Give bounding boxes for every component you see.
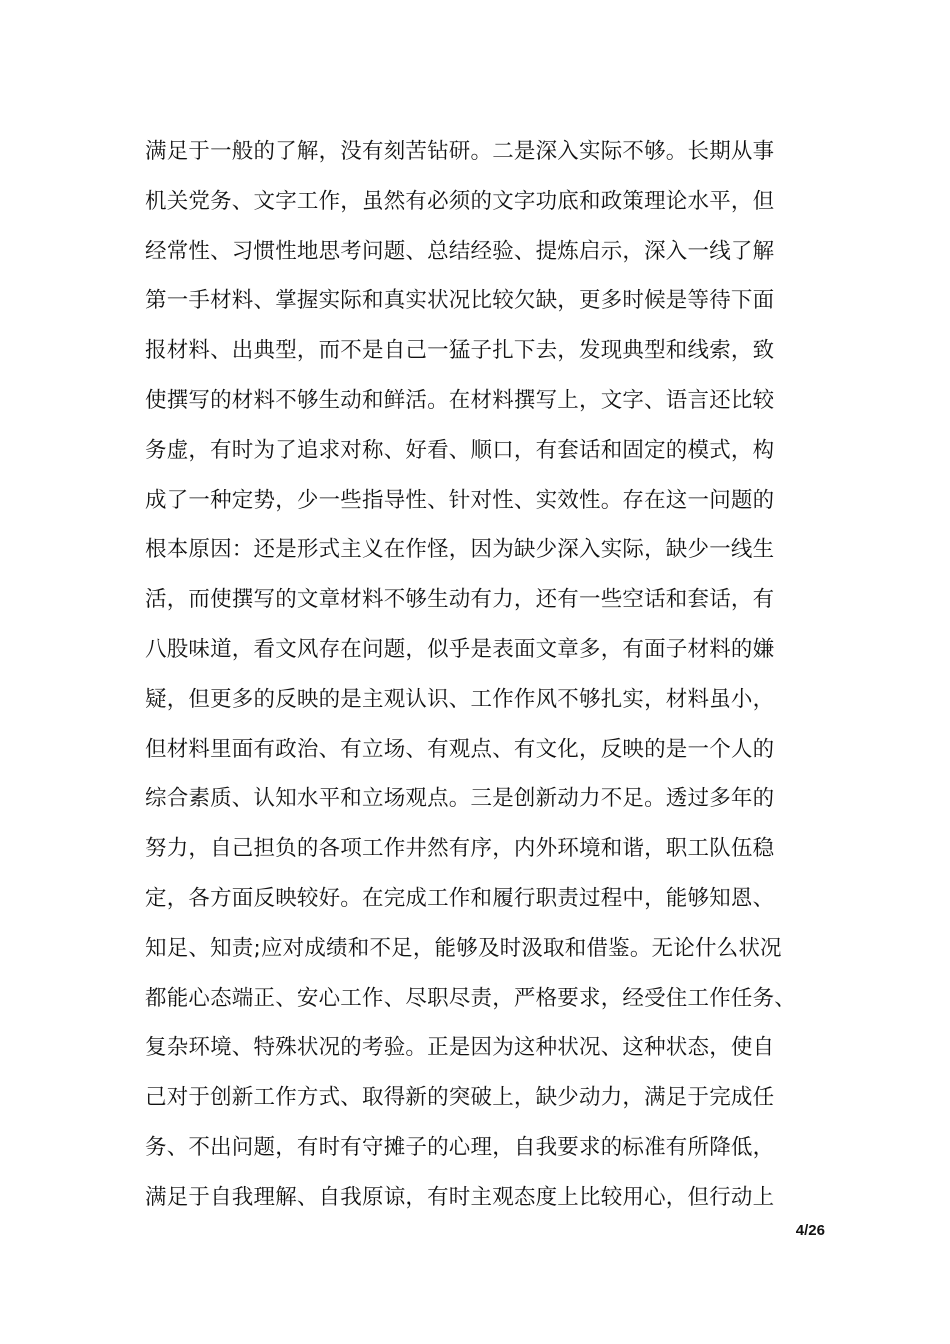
- text-line-12: 疑，但更多的反映的是主观认识、工作作风不够扎实，材料虽小，: [145, 686, 775, 712]
- text-line-4: 第一手材料、掌握实际和真实状况比较欠缺，更多时候是等待下面: [145, 288, 775, 314]
- page-number: 4/26: [795, 1222, 825, 1239]
- text-line-20: 己对于创新工作方式、取得新的突破上，缺少动力，满足于完成任: [145, 1085, 775, 1111]
- text-line-18: 都能心态端正、安心工作、尽职尽责，严格要求，经受住工作任务、: [145, 985, 797, 1011]
- text-line-2: 机关党务、文字工作，虽然有必须的文字功底和政策理论水平，但: [145, 188, 775, 214]
- text-line-9: 根本原因：还是形式主义在作怪，因为缺少深入实际，缺少一线生: [145, 537, 775, 563]
- text-line-13: 但材料里面有政治、有立场、有观点、有文化，反映的是一个人的: [145, 736, 775, 762]
- text-line-21: 务、不出问题，有时有守摊子的心理，自我要求的标准有所降低，: [145, 1134, 775, 1160]
- text-line-3: 经常性、习惯性地思考问题、总结经验、提炼启示，深入一线了解: [145, 238, 775, 264]
- text-line-5: 报材料、出典型，而不是自己一猛子扎下去，发现典型和线索，致: [145, 338, 775, 364]
- text-line-15: 努力，自己担负的各项工作井然有序，内外环境和谐，职工队伍稳: [145, 836, 775, 862]
- text-line-16: 定，各方面反映较好。在完成工作和履行职责过程中，能够知恩、: [145, 885, 775, 911]
- text-line-14: 综合素质、认知水平和立场观点。三是创新动力不足。透过多年的: [145, 786, 775, 812]
- text-line-17: 知足、知责;应对成绩和不足，能够及时汲取和借鉴。无论什么状况: [145, 935, 782, 961]
- text-line-6: 使撰写的材料不够生动和鲜活。在材料撰写上，文字、语言还比较: [145, 387, 775, 413]
- text-line-7: 务虚，有时为了追求对称、好看、顺口，有套话和固定的模式，构: [145, 437, 775, 463]
- text-line-10: 活，而使撰写的文章材料不够生动有力，还有一些空话和套话，有: [145, 587, 775, 613]
- body-text: [145, 127, 825, 1223]
- text-line-1: 满足于一般的了解，没有刻苦钻研。二是深入实际不够。长期从事: [145, 139, 775, 164]
- text-line-19: 复杂环境、特殊状况的考验。正是因为这种状况、这种状态，使自: [145, 1035, 775, 1061]
- text-line-22: 满足于自我理解、自我原谅，有时主观态度上比较用心，但行动上: [145, 1184, 775, 1210]
- text-line-11: 八股味道，看文风存在问题，似乎是表面文章多，有面子材料的嫌: [145, 636, 775, 662]
- text-line-8: 成了一种定势，少一些指导性、针对性、实效性。存在这一问题的: [145, 487, 775, 513]
